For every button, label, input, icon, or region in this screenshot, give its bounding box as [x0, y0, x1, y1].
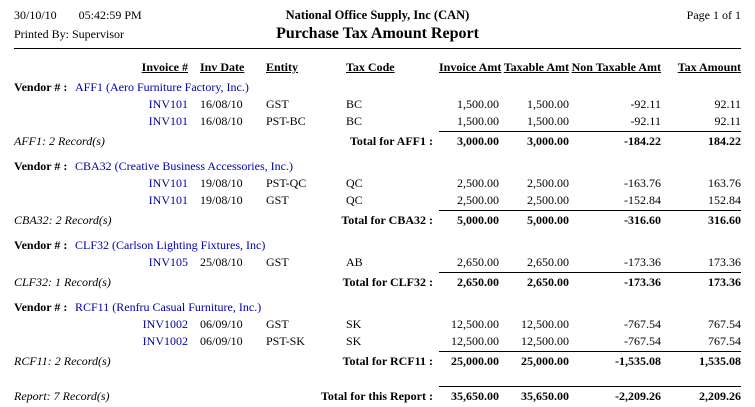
report-non-taxable-amt-total: -2,209.26: [569, 386, 661, 405]
group-non-taxable-amt-total: -173.36: [569, 272, 661, 291]
tax-code-cell: BC: [346, 97, 363, 111]
group-total-label: Total for RCF11 :: [342, 354, 433, 368]
invoice-date: 16/08/10: [200, 97, 243, 111]
group-rows: [14, 316, 741, 350]
group-total-row: [14, 210, 741, 229]
vendor-group: [14, 159, 741, 229]
col-taxable-amt: Taxable Amt: [503, 60, 569, 74]
invoice-number-link[interactable]: INV105: [148, 255, 188, 269]
group-non-taxable-amt-total: -1,535.08: [569, 351, 661, 370]
report-record-count: Report: 7 Record(s): [14, 389, 110, 403]
invoice-date: 06/09/10: [200, 317, 243, 331]
header-divider: [14, 48, 741, 49]
tax-amount-cell: 173.36: [708, 255, 741, 269]
group-total-row: [14, 351, 741, 370]
tax-amount-cell: 767.54: [708, 334, 741, 348]
group-record-count: AFF1: 2 Record(s): [14, 134, 105, 148]
invoice-number-link[interactable]: INV101: [148, 193, 188, 207]
group-record-count: CLF32: 1 Record(s): [14, 275, 111, 289]
col-invoice-number: Invoice #: [141, 60, 188, 74]
vendor-name-link[interactable]: CBA32 (Creative Business Accessories, Inc.): [75, 159, 293, 173]
group-total-label: Total for CLF32 :: [342, 275, 433, 289]
group-taxable-amt-total: 2,650.00: [499, 272, 569, 291]
report-invoice-amt-total: 35,650.00: [439, 386, 499, 405]
invoice-row: [14, 175, 741, 192]
group-record-count: RCF11: 2 Record(s): [14, 354, 111, 368]
vendor-header-row: [14, 300, 741, 315]
invoice-date: 06/09/10: [200, 334, 243, 348]
col-inv-date: Inv Date: [200, 60, 245, 74]
vendor-groups: [14, 80, 741, 370]
col-invoice-amt: Invoice Amt: [439, 60, 502, 74]
entity-cell: PST-BC: [266, 114, 306, 128]
invoice-amt-cell: 2,500.00: [457, 193, 499, 207]
vendor-name-link[interactable]: CLF32 (Carlson Lighting Fixtures, Inc): [75, 238, 266, 252]
group-total-label: Total for CBA32 :: [341, 213, 433, 227]
col-tax-code: Tax Code: [346, 60, 395, 74]
invoice-row: [14, 192, 741, 209]
tax-code-cell: AB: [346, 255, 363, 269]
vendor-group: [14, 80, 741, 150]
col-entity: Entity: [266, 60, 299, 74]
report-total-row: [14, 386, 741, 405]
invoice-row: [14, 96, 741, 113]
group-total-row: [14, 131, 741, 150]
vendor-header-row: [14, 80, 741, 95]
group-invoice-amt-total: 2,650.00: [439, 272, 499, 291]
tax-amount-cell: 92.11: [714, 97, 741, 111]
invoice-number-link[interactable]: INV101: [148, 176, 188, 190]
invoice-amt-cell: 12,500.00: [451, 317, 499, 331]
group-rows: [14, 96, 741, 130]
taxable-amt-cell: 12,500.00: [521, 317, 569, 331]
tax-amount-cell: 767.54: [708, 317, 741, 331]
group-tax-amount-total: 184.22: [661, 131, 741, 150]
tax-amount-cell: 163.76: [708, 176, 741, 190]
non-taxable-amt-cell: -767.54: [624, 317, 661, 331]
group-invoice-amt-total: 5,000.00: [439, 210, 499, 229]
invoice-row: [14, 113, 741, 130]
group-tax-amount-total: 1,535.08: [661, 351, 741, 370]
print-datetime: [14, 8, 286, 23]
group-taxable-amt-total: 25,000.00: [499, 351, 569, 370]
non-taxable-amt-cell: -92.11: [630, 97, 661, 111]
spacer-cell: [14, 326, 122, 328]
taxable-amt-cell: 1,500.00: [527, 97, 569, 111]
invoice-row: [14, 254, 741, 271]
invoice-date: 16/08/10: [200, 114, 243, 128]
spacer-cell: [14, 106, 122, 108]
non-taxable-amt-cell: -92.11: [630, 114, 661, 128]
group-tax-amount-total: 173.36: [661, 272, 741, 291]
report-tax-amount-total: 2,209.26: [661, 386, 741, 405]
spacer-cell: [14, 123, 122, 125]
page-header-row-1: [14, 8, 741, 23]
vendor-number-label: Vendor # :: [14, 300, 68, 314]
group-rows: [14, 175, 741, 209]
taxable-amt-cell: 1,500.00: [527, 114, 569, 128]
vendor-number-label: Vendor # :: [14, 238, 68, 252]
invoice-amt-cell: 2,650.00: [457, 255, 499, 269]
group-rows: [14, 254, 741, 271]
spacer-cell: [14, 343, 122, 345]
invoice-number-link[interactable]: INV101: [148, 97, 188, 111]
taxable-amt-cell: 2,500.00: [527, 176, 569, 190]
invoice-date: 19/08/10: [200, 176, 243, 190]
tax-amount-cell: 92.11: [714, 114, 741, 128]
invoice-amt-cell: 2,500.00: [457, 176, 499, 190]
invoice-amt-cell: 1,500.00: [457, 114, 499, 128]
invoice-number-link[interactable]: INV101: [148, 114, 188, 128]
group-record-count: CBA32: 2 Record(s): [14, 213, 112, 227]
tax-code-cell: QC: [346, 193, 363, 207]
invoice-amt-cell: 12,500.00: [451, 334, 499, 348]
page-header-row-2: [14, 23, 741, 43]
vendor-number-label: Vendor # :: [14, 80, 68, 94]
report-title: Purchase Tax Amount Report: [276, 25, 479, 42]
vendor-group: [14, 238, 741, 291]
tax-code-cell: SK: [346, 317, 362, 331]
vendor-header-row: [14, 159, 741, 174]
col-non-taxable-amt: Non Taxable Amt: [571, 60, 661, 74]
group-total-row: [14, 272, 741, 291]
page-number: Page 1 of 1: [686, 8, 741, 22]
taxable-amt-cell: 2,500.00: [527, 193, 569, 207]
tax-code-cell: SK: [346, 334, 362, 348]
vendor-group: [14, 300, 741, 370]
print-time: 05:42:59 PM: [78, 8, 142, 22]
group-tax-amount-total: 316.60: [661, 210, 741, 229]
group-non-taxable-amt-total: -316.60: [569, 210, 661, 229]
group-invoice-amt-total: 25,000.00: [439, 351, 499, 370]
entity-cell: GST: [266, 317, 289, 331]
invoice-row: [14, 333, 741, 350]
group-invoice-amt-total: 3,000.00: [439, 131, 499, 150]
entity-cell: GST: [266, 255, 289, 269]
non-taxable-amt-cell: -173.36: [624, 255, 661, 269]
taxable-amt-cell: 2,650.00: [527, 255, 569, 269]
tax-code-cell: QC: [346, 176, 363, 190]
entity-cell: GST: [266, 193, 289, 207]
report-taxable-amt-total: 35,650.00: [499, 386, 569, 405]
column-headers: [14, 59, 741, 76]
non-taxable-amt-cell: -767.54: [624, 334, 661, 348]
invoice-row: [14, 316, 741, 333]
spacer-cell: [14, 185, 122, 187]
tax-amount-cell: 152.84: [708, 193, 741, 207]
col-tax-amount: Tax Amount: [677, 60, 741, 74]
entity-cell: GST: [266, 97, 289, 111]
invoice-date: 25/08/10: [200, 255, 243, 269]
spacer-cell: [14, 69, 122, 71]
group-non-taxable-amt-total: -184.22: [569, 131, 661, 150]
tax-code-cell: BC: [346, 114, 363, 128]
invoice-date: 19/08/10: [200, 193, 243, 207]
entity-cell: PST-QC: [266, 176, 307, 190]
vendor-number-label: Vendor # :: [14, 159, 68, 173]
non-taxable-amt-cell: -163.76: [624, 176, 661, 190]
invoice-number-link[interactable]: INV1002: [142, 317, 188, 331]
group-taxable-amt-total: 5,000.00: [499, 210, 569, 229]
vendor-header-row: [14, 238, 741, 253]
group-taxable-amt-total: 3,000.00: [499, 131, 569, 150]
non-taxable-amt-cell: -152.84: [624, 193, 661, 207]
group-total-label: Total for AFF1 :: [350, 134, 433, 148]
company-name: National Office Supply, Inc (CAN): [285, 8, 470, 22]
print-date: 30/10/10: [14, 8, 57, 22]
printed-by: Printed By: Supervisor: [14, 27, 124, 41]
invoice-amt-cell: 1,500.00: [457, 97, 499, 111]
entity-cell: PST-SK: [266, 334, 305, 348]
taxable-amt-cell: 12,500.00: [521, 334, 569, 348]
spacer-cell: [14, 264, 122, 266]
report-total-label: Total for this Report :: [321, 389, 433, 403]
invoice-number-link[interactable]: INV1002: [142, 334, 188, 348]
spacer-cell: [14, 202, 122, 204]
vendor-name-link[interactable]: RCF11 (Renfru Casual Furniture, Inc.): [75, 300, 262, 314]
vendor-name-link[interactable]: AFF1 (Aero Furniture Factory, Inc.): [75, 80, 249, 94]
